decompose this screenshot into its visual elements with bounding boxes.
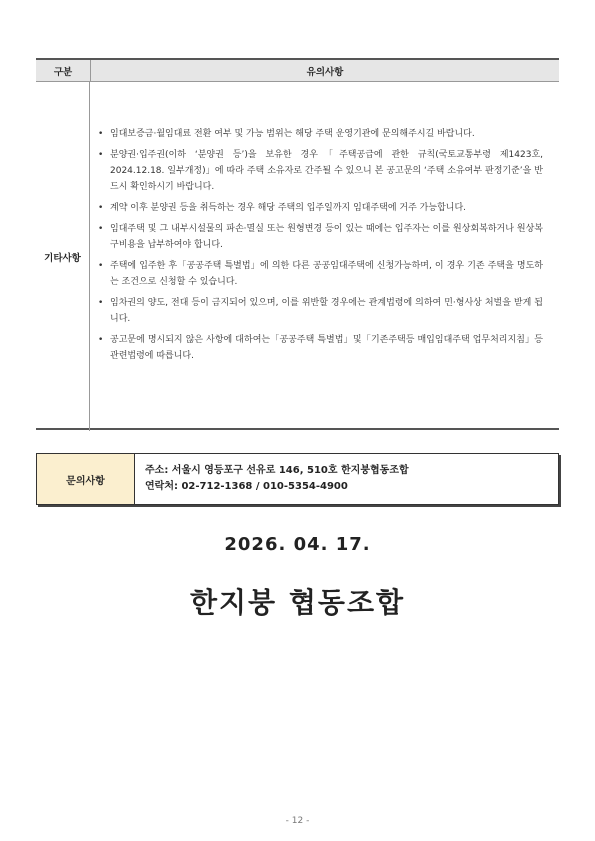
- list-item-text: 분양권·입주권(이하 ‘분양권 등’)을 보유한 경우「주택공급에 관한 규칙(국토교통부령 제1423호, 2024.12.18. 일부개정)」에 따라 주택 소유자로 간주될 수 있으니 본 공고문의 ‘주택 소유여부 판정기준’을 반드시 확인하시기 바랍니다.: [110, 150, 543, 192]
- list-item: [98, 332, 543, 364]
- contact-info: [135, 454, 558, 504]
- organization-name: 한지붕 협동조합: [189, 586, 406, 619]
- header-category: 구분: [36, 60, 91, 81]
- page-number: - 12 -: [285, 816, 310, 826]
- table-header-row: [36, 60, 559, 82]
- bullet-icon: •: [98, 261, 104, 271]
- notice-date: 2026. 04. 17.: [224, 534, 371, 555]
- list-item-text: 주택에 입주한 후「공공주택 특별법」에 의한 다른 공공임대주택에 신청가능하며, 이 경우 기존 주택을 명도하는 조건으로 신청할 수 있습니다.: [110, 261, 543, 287]
- list-item-text: 임대주택 및 그 내부시설물의 파손·멸실 또는 원형변경 등이 있는 때에는 입주자는 이를 원상회복하거나 원상복구비용을 납부하여야 합니다.: [110, 224, 543, 250]
- list-item-text: 임대보증금·월임대료 전환 여부 및 가능 범위는 해당 주택 운영기관에 문의해주시길 바랍니다.: [110, 129, 475, 139]
- notes-table: [36, 58, 559, 430]
- contact-label: 문의사항: [37, 454, 135, 504]
- list-item: [98, 221, 543, 253]
- list-item: [98, 126, 543, 142]
- list-item: [98, 295, 543, 327]
- contact-phone: 연락처: 02-712-1368 / 010-5354-4900: [145, 481, 348, 492]
- contact-box: [36, 453, 559, 505]
- bullet-icon: •: [98, 298, 104, 308]
- category-cell: 기타사항: [36, 82, 90, 431]
- list-item: [98, 200, 543, 216]
- list-item: [98, 147, 543, 195]
- bullet-icon: •: [98, 335, 104, 345]
- bullet-icon: •: [98, 129, 104, 139]
- list-item-text: 계약 이후 분양권 등을 취득하는 경우 해당 주택의 입주일까지 임대주택에 거주 가능합니다.: [110, 203, 467, 213]
- bullet-icon: •: [98, 150, 104, 160]
- bullet-icon: •: [98, 224, 104, 234]
- table-body-row: [36, 82, 559, 431]
- list-item-text: 임차권의 양도, 전대 등이 금지되어 있으며, 이를 위반할 경우에는 관계법령에 의하여 민·형사상 처벌을 받게 됩니다.: [110, 298, 543, 324]
- bullet-icon: •: [98, 203, 104, 213]
- header-notes: 유의사항: [306, 66, 344, 78]
- notes-list: [90, 82, 559, 431]
- list-item-text: 공고문에 명시되지 않은 사항에 대하여는「공공주택 특별법」및「기존주택등 매입임대주택 업무처리지침」등 관련법령에 따릅니다.: [110, 335, 543, 361]
- contact-address: 주소: 서울시 영등포구 선유로 146, 510호 한지붕협동조합: [145, 465, 409, 476]
- list-item: [98, 258, 543, 290]
